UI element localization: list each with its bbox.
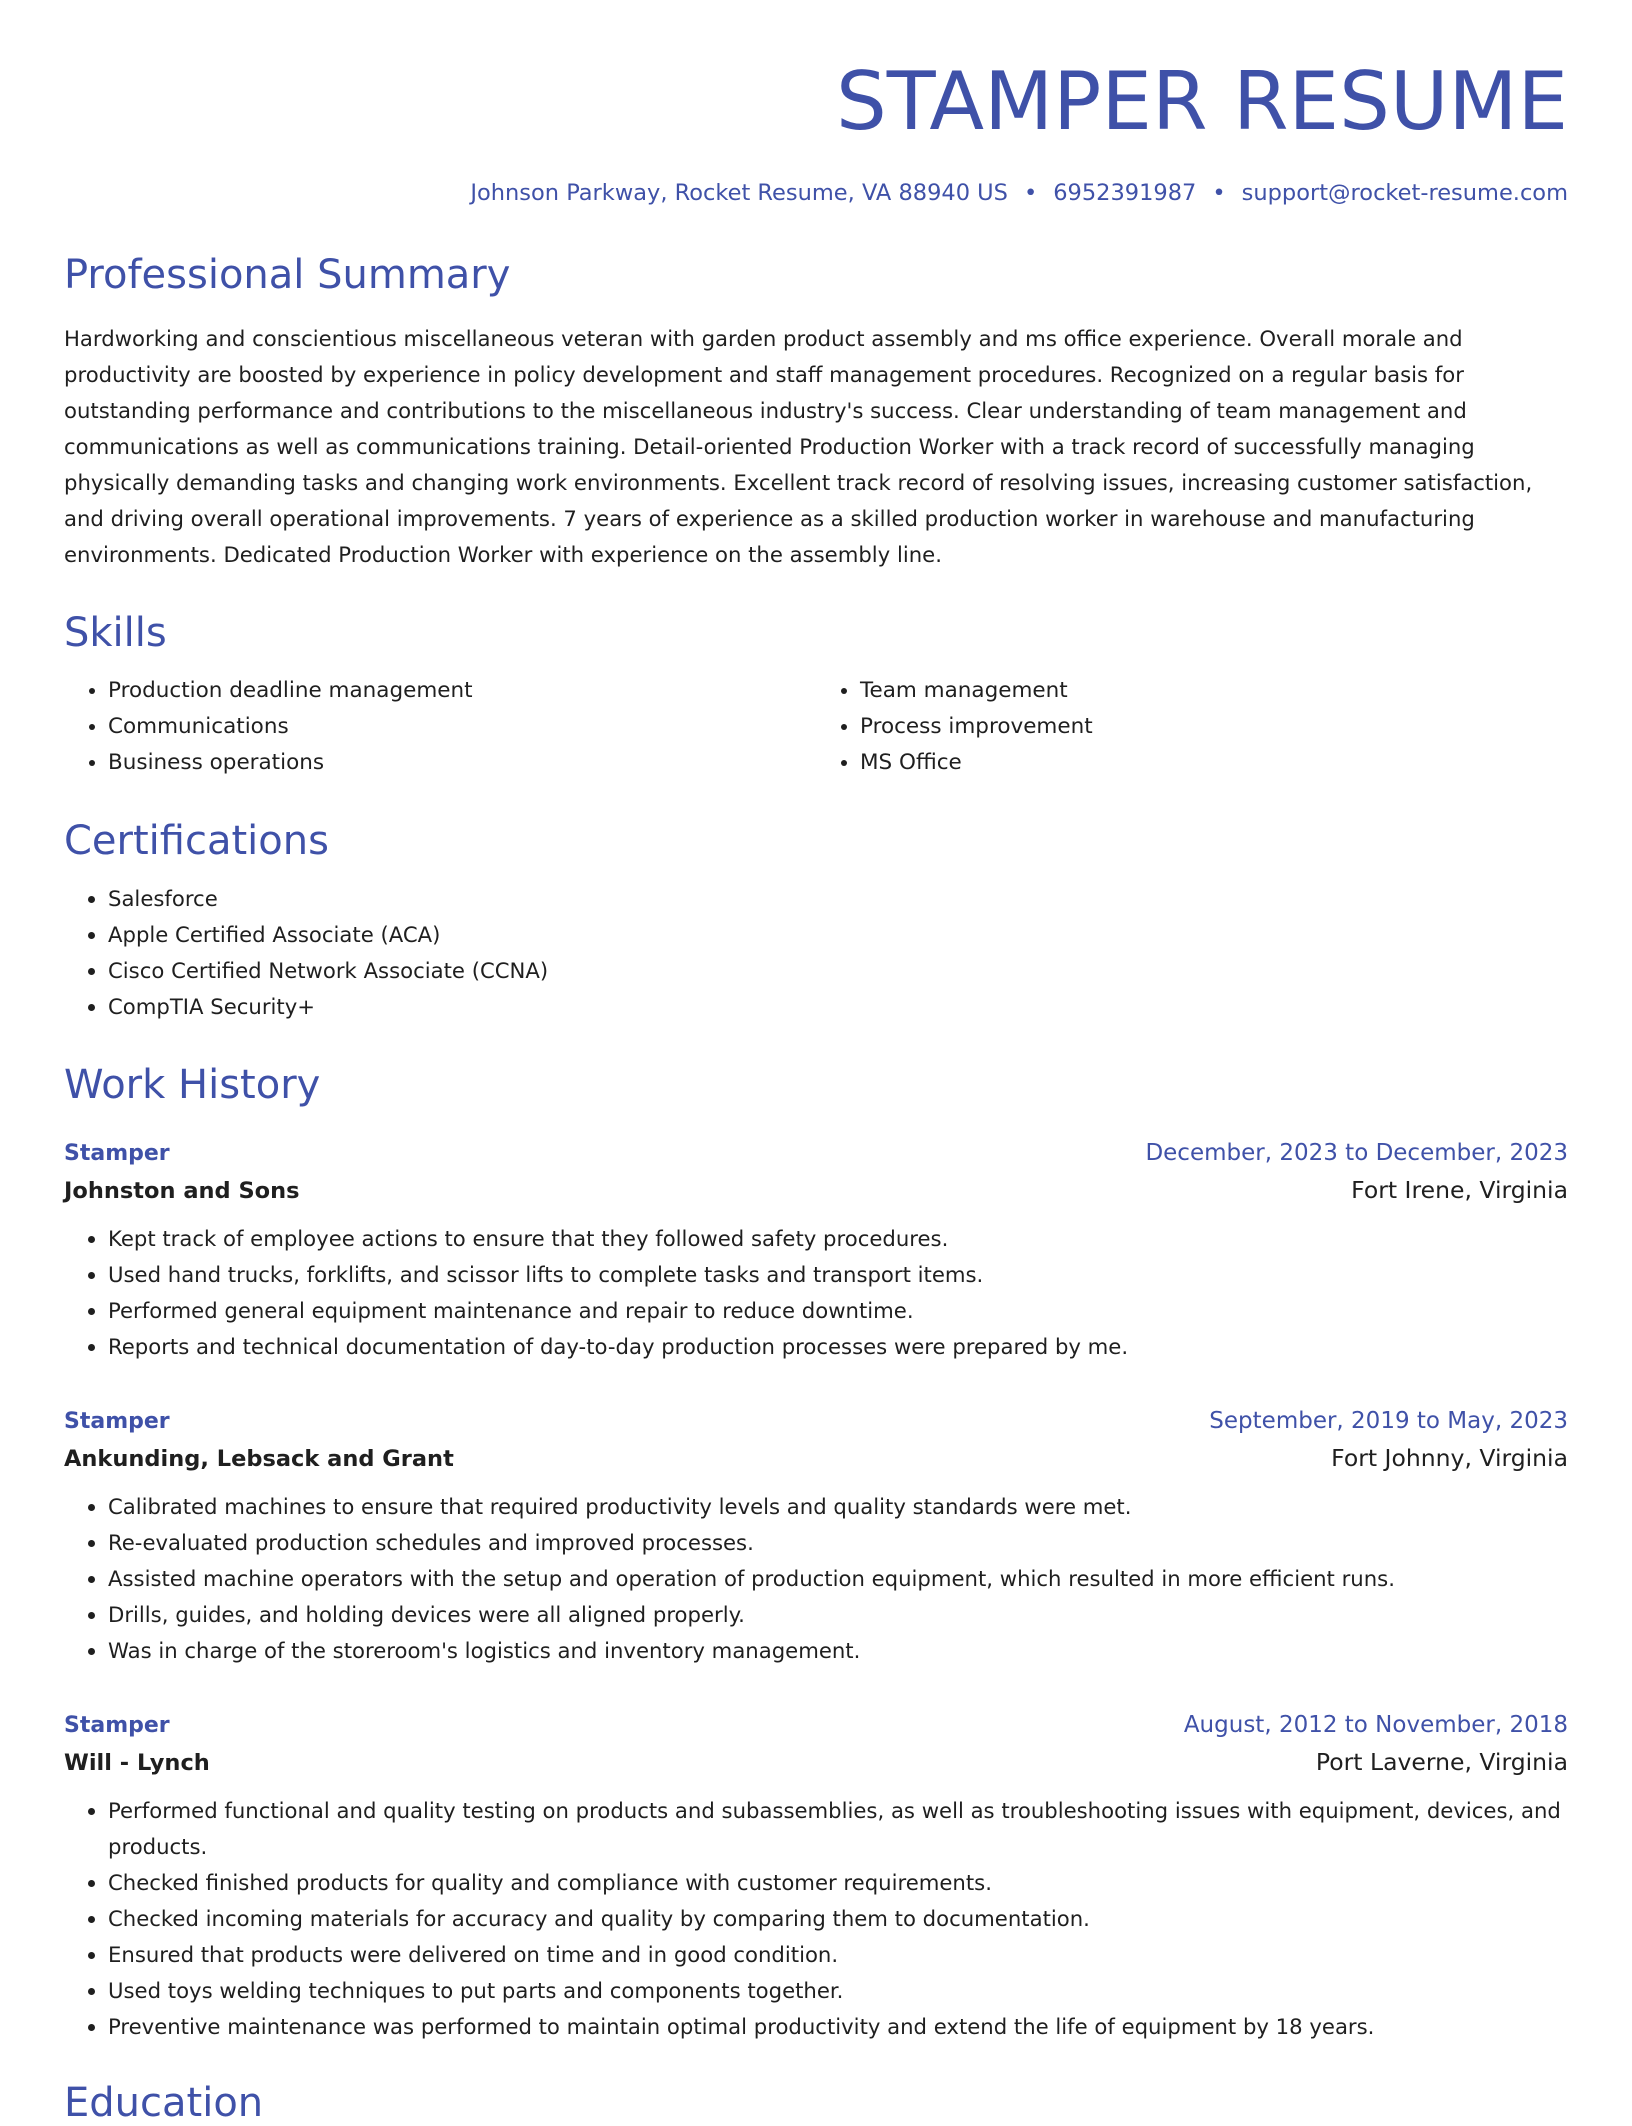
job-duty: • Was in charge of the storeroom's logistics and inventory management. bbox=[108, 1633, 1568, 1669]
job-header-row bbox=[64, 1709, 1568, 1742]
skill-item: • MS Office bbox=[860, 745, 1568, 781]
summary-text: Hardworking and conscientious miscellaneous veteran with garden product assembly and ms office experience. Overall morale and productivity are boosted by experience in policy development and staff management procedures. Recognized on a regular basis for outstanding performance and contributions to the miscellaneous industry's success. Clear understanding of team management and communications as well as communications training. Detail-oriented Production Worker with a track record of successfully managing physically demanding tasks and changing work environments. Excellent track record of resolving issues, increasing customer satisfaction, and driving overall operational improvements. 7 years of experience as a skilled production worker in warehouse and manufacturing environments. Dedicated Production Worker with experience on the assembly line. bbox=[64, 325, 1533, 567]
certifications-list bbox=[64, 881, 1568, 1025]
job-company-row bbox=[64, 1170, 1568, 1211]
job-duty: • Re-evaluated production schedules and improved processes. bbox=[108, 1525, 1568, 1561]
job-duty: • Checked finished products for quality and compliance with customer requirements. bbox=[108, 1865, 1568, 1901]
job-company: Will - Lynch bbox=[64, 1749, 210, 1776]
job-entry bbox=[64, 1709, 1568, 2045]
resume-header bbox=[64, 55, 1568, 206]
candidate-name: STAMPER RESUME bbox=[835, 55, 1568, 148]
contact-address: Johnson Parkway, Rocket Resume, VA 88940 US bbox=[470, 180, 1008, 206]
job-duties bbox=[64, 1221, 1568, 1365]
job-company-row bbox=[64, 1438, 1568, 1479]
summary-heading: Professional Summary bbox=[64, 251, 511, 298]
contact-separator: • bbox=[1212, 180, 1226, 206]
job-duty: • Reports and technical documentation of day-to-day production processes were prepared by me. bbox=[108, 1329, 1568, 1365]
certification-item: • CompTIA Security+ bbox=[108, 989, 1568, 1025]
job-duty: • Checked incoming materials for accuracy and quality by comparing them to documentation. bbox=[108, 1901, 1568, 1937]
job-duty: • Preventive maintenance was performed to maintain optimal productivity and extend the life of equipment by 18 years. bbox=[108, 2009, 1568, 2045]
skill-item: • Process improvement bbox=[860, 709, 1568, 745]
job-location: Fort Irene, Virginia bbox=[1351, 1175, 1568, 1204]
job-duties bbox=[64, 1489, 1568, 1669]
job-duty: • Performed functional and quality testing on products and subassemblies, as well as troubleshooting issues with equipment, devices, and products. bbox=[108, 1793, 1568, 1865]
job-dates: September, 2019 to May, 2023 bbox=[1209, 1407, 1568, 1434]
job-company-row bbox=[64, 1742, 1568, 1783]
contact-separator: • bbox=[1023, 180, 1038, 206]
job-company: Ankunding, Lebsack and Grant bbox=[64, 1445, 454, 1472]
certification-item: • Cisco Certified Network Associate (CCNA) bbox=[108, 953, 1568, 989]
job-title: Stamper bbox=[64, 1140, 170, 1166]
certification-item: • Apple Certified Associate (ACA) bbox=[108, 917, 1568, 953]
skills-column-left bbox=[64, 673, 816, 781]
job-header-row bbox=[64, 1405, 1568, 1438]
job-company: Johnston and Sons bbox=[64, 1177, 300, 1204]
job-duty: • Used hand trucks, forklifts, and scissor lifts to complete tasks and transport items. bbox=[108, 1257, 1568, 1293]
skill-item: • Production deadline management bbox=[108, 673, 816, 709]
job-duty: • Assisted machine operators with the setup and operation of production equipment, which resulted in more efficient runs. bbox=[108, 1561, 1568, 1597]
job-header-row bbox=[64, 1137, 1568, 1170]
skills-heading: Skills bbox=[64, 609, 167, 656]
job-duty: • Drills, guides, and holding devices were all aligned properly. bbox=[108, 1597, 1568, 1633]
job-duty: • Used toys welding techniques to put parts and components together. bbox=[108, 1973, 1568, 2009]
education-heading: Education bbox=[64, 2079, 264, 2126]
job-location: Port Laverne, Virginia bbox=[1315, 1747, 1568, 1776]
resume-page bbox=[64, 0, 1568, 2126]
contact-line bbox=[64, 182, 1568, 205]
job-dates: December, 2023 to December, 2023 bbox=[1145, 1139, 1568, 1166]
job-dates: August, 2012 to November, 2018 bbox=[1183, 1711, 1568, 1738]
skills-list bbox=[64, 673, 1568, 781]
job-duty: • Ensured that products were delivered on time and in good condition. bbox=[108, 1937, 1568, 1973]
skill-item: • Business operations bbox=[108, 745, 816, 781]
certifications-heading: Certifications bbox=[64, 817, 329, 864]
job-duties bbox=[64, 1793, 1568, 2045]
job-entry bbox=[64, 1405, 1568, 1669]
job-duty: • Kept track of employee actions to ensure that they followed safety procedures. bbox=[108, 1221, 1568, 1257]
job-title: Stamper bbox=[64, 1712, 170, 1738]
job-duty: • Calibrated machines to ensure that required productivity levels and quality standards were met. bbox=[108, 1489, 1568, 1525]
job-title: Stamper bbox=[64, 1408, 170, 1434]
job-entry bbox=[64, 1137, 1568, 1365]
skill-item: • Team management bbox=[860, 673, 1568, 709]
job-location: Fort Johnny, Virginia bbox=[1331, 1443, 1568, 1472]
skills-column-right bbox=[816, 673, 1568, 781]
job-duty: • Performed general equipment maintenance and repair to reduce downtime. bbox=[108, 1293, 1568, 1329]
contact-phone: 6952391987 bbox=[1053, 180, 1197, 206]
skill-item: • Communications bbox=[108, 709, 816, 745]
contact-email: support@rocket-resume.com bbox=[1241, 180, 1568, 206]
work-history-heading: Work History bbox=[64, 1061, 321, 1108]
certification-item: • Salesforce bbox=[108, 881, 1568, 917]
